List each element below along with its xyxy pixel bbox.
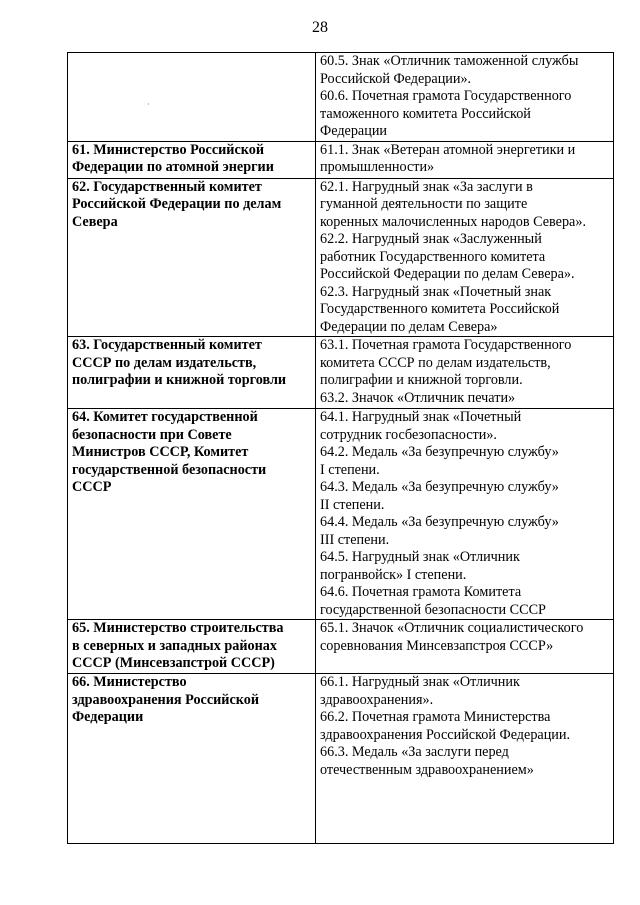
awards-cell (316, 141, 614, 178)
awards-table (67, 52, 614, 844)
ministry-line: 63. Государственный комитет (72, 337, 262, 353)
ministry-line: государственной безопасности (72, 461, 267, 478)
ministry-line: СССР (72, 479, 112, 495)
table-row (68, 178, 614, 337)
award-line: комитета СССР по делам издательств, (320, 354, 551, 371)
awards-cell (316, 620, 614, 674)
table-row (68, 53, 614, 142)
ministry-line: 62. Государственный комитет (72, 178, 262, 195)
ministry-cell (68, 141, 316, 178)
award-line: 64.5. Нагрудный знак «Отличник (320, 549, 520, 565)
ministry-cell (68, 674, 316, 844)
award-line: сотрудник госбезопасности». (320, 426, 497, 443)
ministry-cell (68, 620, 316, 674)
awards-cell (316, 409, 614, 620)
award-entry (320, 231, 610, 284)
award-line: 60.6. Почетная грамота Государственного (320, 88, 572, 104)
award-line: промышленности» (320, 159, 435, 175)
award-line: Федерации (320, 123, 388, 139)
ministry-line: СССР (Минсевзапстрой СССР) (72, 655, 275, 671)
award-entry (320, 284, 610, 337)
award-line: государственной безопасности СССР (320, 601, 546, 618)
table-row (68, 337, 614, 409)
award-line: соревнования Минсевзапстроя СССР» (320, 637, 554, 654)
award-line: 66.2. Почетная грамота Министерства (320, 709, 551, 725)
page-number: 28 (312, 19, 328, 36)
award-line: Государственного комитета Российской (320, 301, 560, 317)
award-line: гуманной деятельности по защите (320, 196, 528, 212)
award-line: коренных малочисленных народов Севера». (320, 213, 586, 230)
ministry-line: безопасности при Совете (72, 426, 232, 443)
award-entry (320, 674, 610, 709)
ministry-line: Федерации по атомной энергии (72, 159, 274, 175)
award-entry (320, 479, 610, 514)
ministry-cell (68, 53, 316, 142)
ministry-line: в северных и западных районах (72, 637, 277, 654)
award-line: III степени. (320, 531, 390, 548)
ministry-line: 66. Министерство (72, 674, 187, 690)
ministry-cell (68, 409, 316, 620)
awards-cell (316, 53, 614, 142)
award-line: 65.1. Значок «Отличник социалистического (320, 620, 584, 636)
award-line: Российской Федерации по делам Севера». (320, 266, 575, 282)
award-entry (320, 709, 610, 744)
award-entry (320, 53, 610, 88)
award-line: здравоохранения». (320, 691, 434, 708)
award-line: I степени. (320, 461, 380, 478)
ministry-line: полиграфии и книжной торговли (72, 372, 287, 388)
table-row (68, 620, 614, 674)
ministry-line: Севера (72, 213, 118, 230)
table-row (68, 674, 614, 844)
award-line: 62.1. Нагрудный знак «За заслуги в (320, 178, 533, 195)
award-line: погранвойск» I степени. (320, 566, 467, 583)
ministry-cell (68, 178, 316, 337)
award-line: Федерации по делам Севера» (320, 318, 498, 335)
ministry-line: 64. Комитет государственной (72, 409, 258, 425)
ministry-line: Министров СССР, Комитет (72, 444, 249, 460)
award-line: 66.1. Нагрудный знак «Отличник (320, 674, 520, 690)
ministry-line: 65. Министерство строительства (72, 620, 284, 636)
award-line: 62.3. Нагрудный знак «Почетный знак (320, 283, 552, 300)
award-line: 64.2. Медаль «За безупречную службу» (320, 444, 559, 460)
ministry-cell (68, 337, 316, 409)
award-line: 64.3. Медаль «За безупречную службу» (320, 479, 559, 495)
award-line: отечественным здравоохранением» (320, 761, 534, 778)
award-line: 63.2. Значок «Отличник печати» (320, 389, 516, 406)
stray-mark: · (147, 100, 150, 109)
awards-cell (316, 674, 614, 844)
award-line: 64.1. Нагрудный знак «Почетный (320, 409, 522, 425)
award-line: 62.2. Нагрудный знак «Заслуженный (320, 231, 542, 247)
awards-cell (316, 178, 614, 337)
ministry-line: Российской Федерации по делам (72, 196, 282, 212)
award-line: 64.4. Медаль «За безупречную службу» (320, 514, 559, 530)
award-line: 66.3. Медаль «За заслуги перед (320, 744, 509, 760)
award-entry (320, 409, 610, 444)
table-row (68, 409, 614, 620)
awards-cell (316, 337, 614, 409)
ministry-line: 61. Министерство Российской (72, 141, 265, 158)
awards-table-body (68, 53, 614, 844)
award-line: Российской Федерации». (320, 70, 472, 87)
table-row (68, 141, 614, 178)
award-line: полиграфии и книжной торговли. (320, 372, 523, 388)
ministry-line: здравоохранения Российской (72, 691, 260, 708)
award-line: 61.1. Знак «Ветеран атомной энергетики и (320, 141, 576, 158)
ministry-line: СССР по делам издательств, (72, 354, 257, 371)
award-entry (320, 88, 610, 141)
award-entry (320, 179, 610, 232)
award-entry (320, 444, 610, 479)
award-entry (320, 744, 610, 779)
award-entry (320, 337, 610, 390)
award-line: II степени. (320, 496, 385, 513)
ministry-line: Федерации (72, 709, 144, 725)
award-line: 60.5. Знак «Отличник таможенной службы (320, 53, 579, 69)
award-entry (320, 549, 610, 584)
award-entry (320, 142, 610, 177)
award-entry (320, 514, 610, 549)
award-line: здравоохранения Российской Федерации. (320, 726, 571, 743)
award-entry (320, 620, 610, 655)
award-entry (320, 390, 610, 408)
award-line: таможенного комитета Российской (320, 105, 531, 122)
award-entry (320, 584, 610, 619)
award-line: 64.6. Почетная грамота Комитета (320, 584, 522, 600)
award-line: работник Государственного комитета (320, 248, 546, 265)
award-line: 63.1. Почетная грамота Государственного (320, 337, 572, 353)
